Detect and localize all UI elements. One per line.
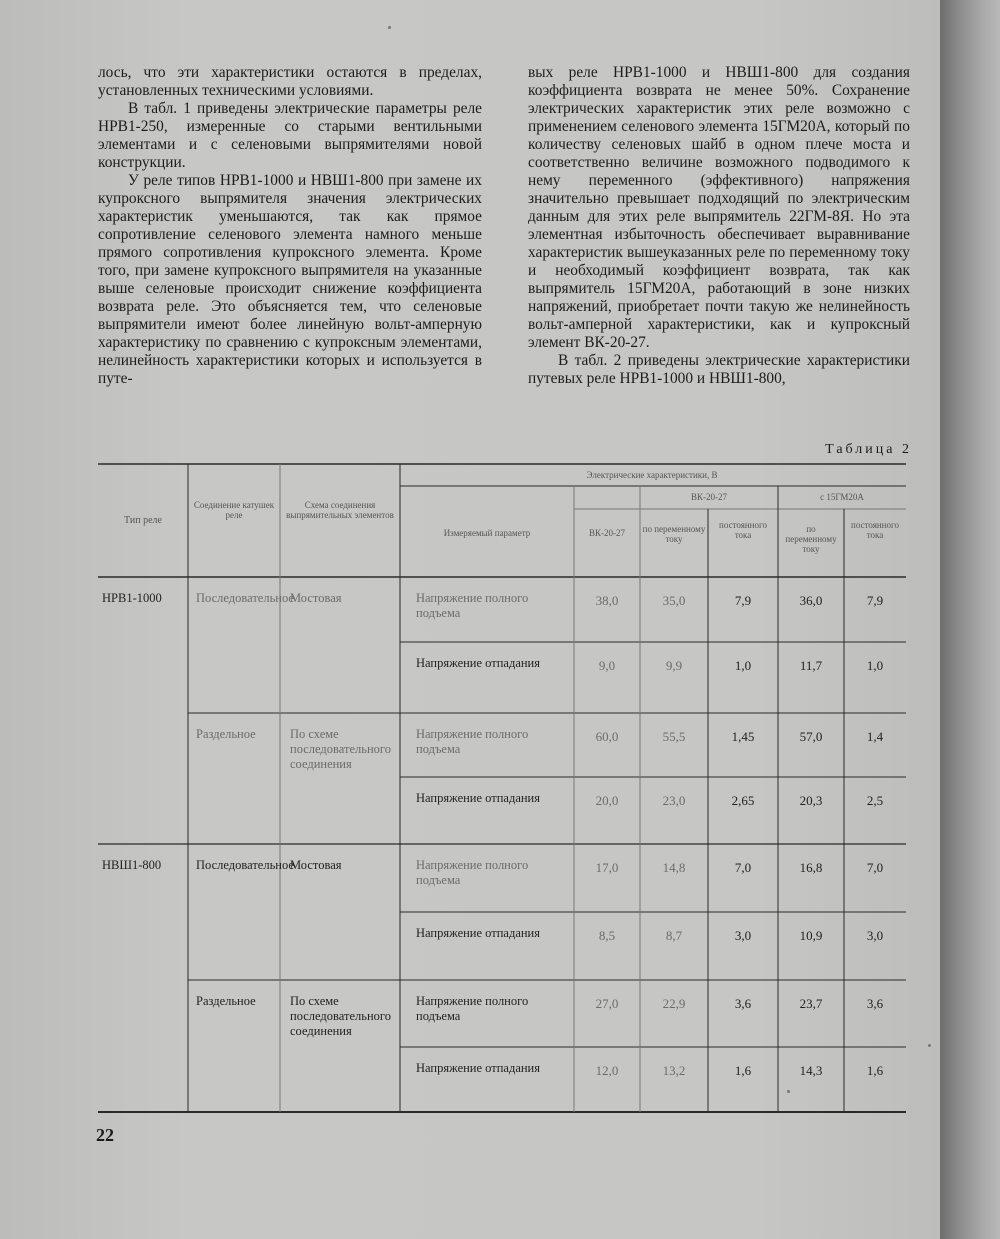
header-connection: Соединение катушек реле — [193, 500, 275, 520]
cell-value-v2: 55,5 — [662, 729, 686, 744]
header-col-vk: ВК-20-27 — [589, 528, 625, 538]
cell-scheme: По схеме последовательного соединения — [290, 727, 391, 771]
cell-value-v1: 17,0 — [595, 860, 619, 875]
cell-value-v4: 11,7 — [799, 658, 823, 673]
cell-value-v5: 3,6 — [866, 996, 884, 1011]
page-number: 22 — [96, 1125, 114, 1145]
cell-parameter: Напряжение отпадания — [416, 791, 540, 805]
header-scheme: Схема соединения выпрямительных элементов — [286, 500, 394, 520]
cell-value-v1: 12,0 — [595, 1063, 619, 1078]
cell-value-v4: 16,8 — [799, 860, 823, 875]
cell-parameter: Напряжение полного подъема — [416, 591, 529, 620]
cell-scheme: Мостовая — [290, 858, 342, 872]
header-gm: с 15ГМ20А — [820, 492, 864, 502]
cell-value-v3: 3,0 — [734, 928, 752, 943]
cell-value-v1: 60,0 — [595, 729, 619, 744]
scan-speck — [928, 1044, 931, 1047]
cell-value-v5: 7,0 — [866, 860, 884, 875]
cell-value-v3: 7,0 — [734, 860, 752, 875]
cell-value-v5: 2,5 — [866, 793, 884, 808]
cell-value-v4: 57,0 — [799, 729, 823, 744]
right-text-column — [528, 64, 910, 388]
cell-value-v2: 14,8 — [662, 860, 686, 875]
cell-relay-type: НРВ1-1000 — [102, 591, 162, 605]
header-vk: ВК-20-27 — [691, 492, 727, 502]
paragraph: В табл. 1 приведены электрические параметры реле НРВ1-250, измеренные со старыми вентильными элементами и с селеновыми выпрямителями новой конструкции. — [98, 100, 482, 171]
left-text-column — [98, 64, 482, 388]
cell-connection: Раздельное — [196, 727, 256, 741]
cell-value-v2: 23,0 — [662, 793, 686, 808]
paragraph: вых реле НРВ1-1000 и НВШ1-800 для создания коэффициента возврата не менее 50%. Сохранение электрических характеристик этих реле возможно с применением селенового элемента 15ГМ20А, который по количеству селеновых шайб в одном плече моста и соответственно величине возможного подводимого к нему переменного (эффективного) напряжения значительно превышает подходящий по электрическим данным для этих реле выпрямитель 22ГМ-8Я. Но эта элементная избыточность обеспечивает выравнивание характеристик вышеуказанных реле по переменному току и необходимый коэффициент возврата, так как выпрямитель 15ГМ20А, работающий в зоне низких напряжений, приобретает почти такую же нелинейность вольт-амперной характеристики, как и купроксный элемент ВК-20-27. — [528, 64, 910, 351]
paragraph: лось, что эти характеристики остаются в пределах, установленных техническими условиями. — [98, 64, 482, 99]
cell-value-v4: 23,7 — [799, 996, 823, 1011]
cell-value-v1: 20,0 — [595, 793, 619, 808]
cell-value-v4: 14,3 — [799, 1063, 823, 1078]
cell-value-v5: 3,0 — [866, 928, 884, 943]
header-parameter: Измеряемый параметр — [443, 528, 531, 538]
scan-speck — [787, 1090, 790, 1093]
paragraph: У реле типов НРВ1-1000 и НВШ1-800 при замене их купроксного выпрямителя значения электрических характеристик уменьшаются, так как прямое сопротивление селенового элемента намного меньше прямого сопротивления купроксного элемента. Кроме того, при замене купроксного выпрямителя на указанные выше селеновые происходит снижение коэффициента возврата реле. Это объясняется тем, что селеновые выпрямители имеют более линейную вольт-амперную характеристику по сравнению с купроксным элементами, нелинейность характеристики которых и используется в путе- — [98, 172, 482, 387]
cell-value-v1: 9,0 — [598, 658, 616, 673]
cell-parameter: Напряжение полного подъема — [416, 994, 529, 1023]
cell-connection: Раздельное — [196, 994, 256, 1008]
cell-value-v1: 8,5 — [598, 928, 616, 943]
header-group: Электрические характеристики, В — [586, 470, 718, 480]
cell-value-v2: 9,9 — [665, 658, 683, 673]
cell-value-v3: 1,45 — [731, 729, 755, 744]
cell-parameter: Напряжение отпадания — [416, 926, 540, 940]
paragraph: В табл. 2 приведены электрические характеристики путевых реле НРВ1-1000 и НВШ1-800, — [528, 352, 910, 387]
cell-connection: Последовательное — [196, 858, 294, 872]
cell-value-v1: 38,0 — [595, 593, 619, 608]
cell-value-v5: 1,4 — [866, 729, 884, 744]
cell-value-v3: 1,6 — [734, 1063, 752, 1078]
cell-value-v3: 7,9 — [734, 593, 752, 608]
cell-value-v5: 7,9 — [866, 593, 884, 608]
cell-value-v2: 13,2 — [662, 1063, 686, 1078]
cell-connection: Последовательное — [196, 591, 294, 605]
cell-value-v3: 2,65 — [731, 793, 755, 808]
cell-value-v1: 27,0 — [595, 996, 619, 1011]
header-sub-ac2: по переменному току — [785, 524, 837, 554]
cell-value-v2: 8,7 — [665, 928, 683, 943]
cell-value-v3: 1,0 — [734, 658, 752, 673]
cell-scheme: По схеме последовательного соединения — [290, 994, 391, 1038]
cell-value-v4: 36,0 — [799, 593, 823, 608]
header-sub-dc2: постоянного тока — [851, 520, 899, 540]
cell-value-v5: 1,6 — [866, 1063, 884, 1078]
cell-parameter: Напряжение полного подъема — [416, 858, 529, 887]
cell-value-v5: 1,0 — [866, 658, 884, 673]
cell-value-v4: 10,9 — [799, 928, 823, 943]
cell-relay-type: НВШ1-800 — [102, 858, 162, 872]
cell-value-v3: 3,6 — [734, 996, 752, 1011]
header-sub-ac: по переменному току — [642, 524, 706, 544]
book-spine — [940, 0, 1000, 1239]
header-type: Тип реле — [124, 515, 162, 526]
cell-value-v2: 35,0 — [662, 593, 686, 608]
cell-parameter: Напряжение отпадания — [416, 656, 540, 670]
table-caption: Таблица 2 — [825, 442, 912, 457]
header-sub-dc: постоянного тока — [719, 520, 767, 540]
cell-parameter: Напряжение отпадания — [416, 1061, 540, 1075]
cell-value-v4: 20,3 — [799, 793, 823, 808]
scan-speck — [388, 26, 391, 29]
cell-scheme: Мостовая — [290, 591, 342, 605]
cell-value-v2: 22,9 — [662, 996, 686, 1011]
cell-parameter: Напряжение полного подъема — [416, 727, 529, 756]
data-table — [98, 462, 906, 1116]
